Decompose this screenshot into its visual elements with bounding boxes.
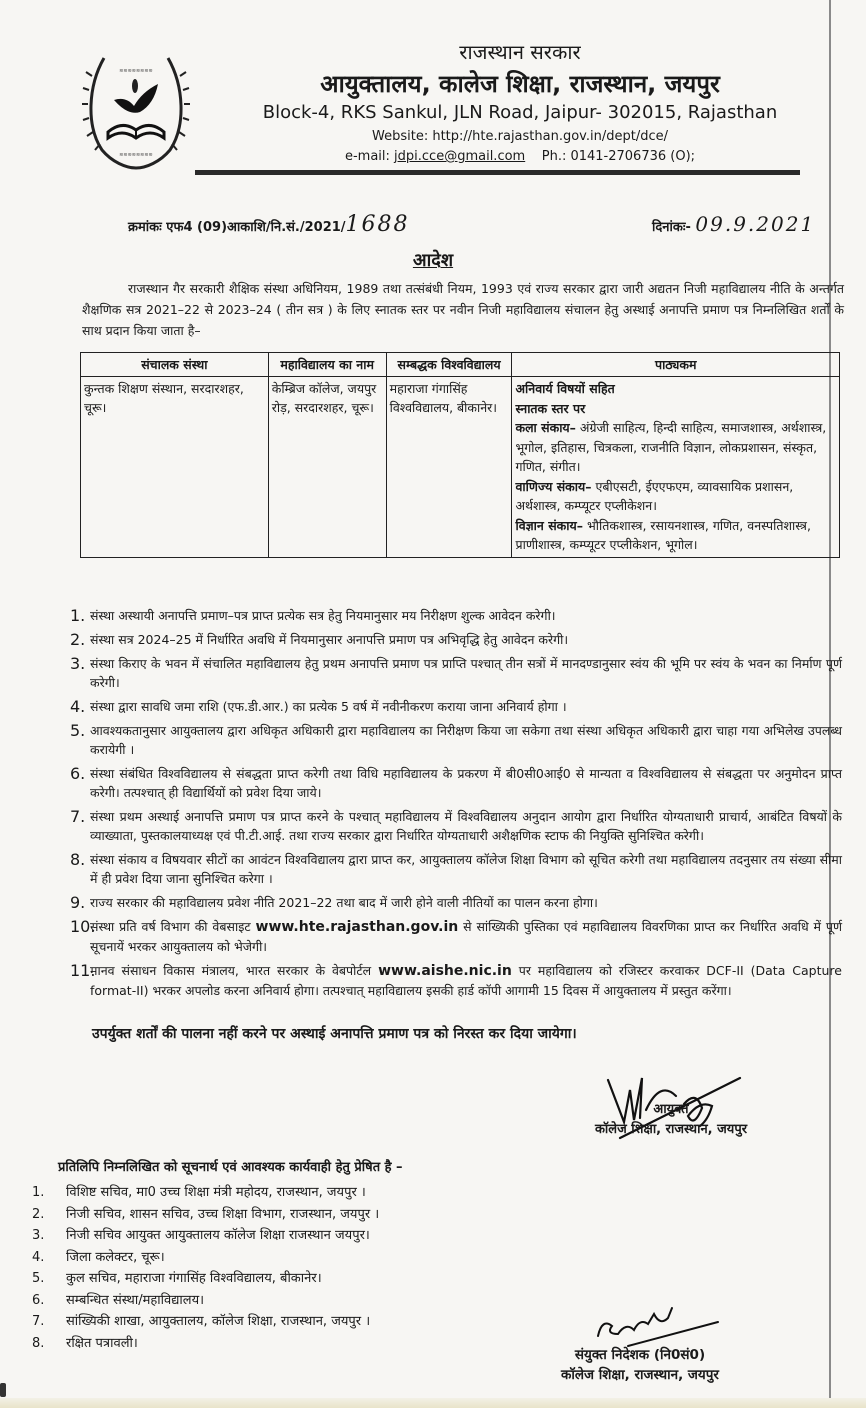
copy-to-list [32, 1182, 379, 1354]
list-item: 8. रक्षित पत्रावली। [32, 1335, 138, 1351]
condition-item: 5. आवश्यकतानुसार आयुक्तालय द्वारा अधिकृत अधिकारी द्वारा महाविद्यालय का निरीक्षण किया जा सकेगा तथा संस्था अधिकृत अधिकारी द्वारा चाहा गया अभिलेख उपलब्ध करायेगी । [70, 721, 842, 757]
list-item: 5. कुल सचिव, महाराजा गंगासिंह विश्वविद्यालय, बीकानेर। [32, 1271, 322, 1286]
condition-item: 6. संस्था संबंधित विश्वविद्यालय से संबद्धता प्राप्त करेगी तथा विधि महाविद्यालय के प्रकरण में बी0सी0आई0 से मान्यता व विश्वविद्यालय से संबद्धता पर अनुमोदन प्राप्त करेगी। तत्पश्चात् ही विद्यार्थियों को प्रवेश दिया जाये। [70, 764, 842, 800]
courses-compulsory: अनिवार्य विषयों सहित [515, 381, 615, 396]
government-name: राजस्थान सरकार [459, 40, 581, 64]
reference-number [128, 212, 410, 237]
date-handwritten: 09.9.2021 [695, 212, 816, 236]
order-title: आदेश [412, 250, 454, 271]
website-label: Website: [372, 129, 429, 144]
condition-item: 11. मानव संसाधन विकास मंत्रालय, भारत सरकार के वेबपोर्टल www.aishe.nic.in पर महाविद्यालय को रजिस्टर करवाकर DCF-II (Data Capture format-II) भरकर अपलोड करना अनिवार्य होगा। तत्पश्चात् महाविद्यालय इसकी हार्ड कॉपी आगामी 15 दिवस में आयुक्तालय में प्रस्तुत करेंगा। [70, 961, 842, 998]
signatory-office: कॉलेज शिक्षा, राजस्थान, जयपुर [594, 1122, 748, 1137]
list-item: 7. सांख्यिकी शाखा, आयुक्तालय, कॉलेज शिक्षा, राजस्थान, जयपुर । [32, 1314, 371, 1329]
condition-item: 8. संस्था संकाय व विषयवार सीटों का आवंटन विश्वविद्यालय द्वारा प्राप्त कर, आयुक्तालय कॉलेज शिक्षा विभाग को सूचित करेगी तथा महाविद्यालय तदनुसार तय संख्या सीमा में ही प्रवेश दिया जाना सुनिश्चित करेगा । [70, 850, 842, 886]
header-university: सम्बद्धक विश्वविद्यालय [386, 353, 512, 377]
condition-item: 4. संस्था द्वारा सावधि जमा राशि (एफ.डी.आर.) का प्रत्येक 5 वर्ष में नवीनीकरण कराया जाना अनिवार्य होगा । [70, 697, 567, 716]
signatory-title: संयुक्त निदेशक (नि0सं0) [574, 1347, 706, 1363]
list-item: 4. जिला कलेक्टर, चूरू। [32, 1249, 165, 1265]
email-label: e-mail: [344, 149, 390, 164]
courses-commerce: वाणिज्य संकाय– एबीएसटी, ईएएफएम, व्यावसायिक प्रशासन, अर्थशास्त्र, कम्प्यूटर एप्लीकेशन। [515, 478, 794, 513]
courses-level: स्नातक स्तर पर [515, 400, 586, 416]
office-address: Block-4, RKS Sankul, JLN Road, Jaipur- 302015, Rajasthan [262, 102, 778, 123]
reference-label: क्रमांकः एफ4 (09)आकाशि/नि.सं./2021/ [128, 220, 346, 235]
aishe-website-link[interactable]: www.aishe.nic.in [378, 963, 512, 979]
svg-text:≋≋≋≋≋≋≋≋: ≋≋≋≋≋≋≋≋ [119, 68, 153, 74]
condition-item: 7. संस्था प्रथम अस्थाई अनापत्ति प्रमाण पत्र प्राप्त करने के पश्चात् महाविद्यालय में विश्वविद्यालय अनुदान आयोग द्वारा निर्धारित योग्यताधारी प्राचार्य, आबंटित विषयों के व्याख्याता, पुस्तकालयाध्यक्ष एवं पी.टी.आई. तथा राज्य सरकार द्वारा निर्धारित योग्यताधारी अशैक्षणिक स्टाफ की नियुक्ति सुनिश्चित करेगी। [70, 807, 842, 843]
header-rule [195, 170, 800, 175]
college-details-table [80, 352, 840, 558]
list-item: 6. सम्बन्धित संस्था/महाविद्यालय। [32, 1292, 205, 1308]
order-date [652, 212, 815, 236]
table-header-row [81, 353, 840, 377]
website-line [230, 129, 810, 144]
cell-college: केम्ब्रिज कॉलेज, जयपुर रोड़, सरदारशहर, चूरू। [268, 377, 386, 558]
courses-arts: कला संकाय– अंग्रेजी साहित्य, हिन्दी साहित्य, समाजशास्त्र, अर्थशास्त्र, भूगोल, इतिहास, चित्रकला, राजनीति विज्ञान, लोकप्रशासन, संस्कृत, गणित, संगीत। [515, 420, 827, 474]
hte-website-link[interactable]: www.hte.rajasthan.gov.in [255, 919, 459, 935]
condition-item: 2. संस्था सत्र 2024–25 में निर्धारित अवधि में नियमानुसार अनापत्ति प्रमाण पत्र अभिवृद्धि हेतु आवेदन करेगी। [70, 630, 569, 649]
signatory-title: आयुक्त [653, 1102, 689, 1117]
conditions-list [42, 606, 842, 1005]
contact-line [230, 149, 810, 164]
date-label: दिनांकः- [652, 220, 691, 235]
list-item: 3. निजी सचिव आयुक्त आयुक्तालय कॉलेज शिक्षा राजस्थान जयपुर। [32, 1228, 370, 1243]
header-society: संचालक संस्था [81, 353, 269, 377]
intro-paragraph: राजस्थान गैर सरकारी शैक्षिक संस्था अधिनियम, 1989 तथा तत्संबंधी नियम, 1993 एवं राज्य सरकार द्वारा जारी अद्यतन निजी महाविद्यालय नीति के अन्तर्गत शैक्षणिक सत्र 2021–22 से 2023–24 ( तीन सत्र ) के लिए स्नातक स्तर पर नवीन निजी महाविद्यालय संचालन हेतु अस्थाई अनापत्ति प्रमाण पत्र निम्नलिखित शर्तों के साथ प्रदान किया जाता है– [82, 281, 844, 338]
header-courses: पाठ्यकम [512, 353, 840, 377]
joint-director-signature-block [510, 1345, 770, 1385]
condition-item: 1. संस्था अस्थायी अनापत्ति प्रमाण–पत्र प्राप्त प्रत्येक सत्र हेतु नियमानुसार मय निरीक्षण शुल्क आवेदन करेगी। [70, 606, 556, 625]
emblem-logo-icon [82, 46, 190, 170]
cancellation-warning: उपर्युक्त शर्तों की पालना नहीं करने पर अस्थाई अनापत्ति प्रमाण पत्र को निरस्त कर दिया जायेगा। [92, 1026, 577, 1042]
list-item: 2. निजी सचिव, शासन सचिव, उच्च शिक्षा विभाग, राजस्थान, जयपुर । [32, 1206, 380, 1222]
cell-university: महाराजा गंगासिंह विश्वविद्यालय, बीकानेर। [386, 377, 512, 558]
list-item: 1. विशिष्ट सचिव, मा0 उच्च शिक्षा मंत्री महोदय, राजस्थान, जयपुर । [32, 1185, 366, 1200]
email-link[interactable]: jdpi.cce@gmail.com [394, 149, 526, 164]
copy-to-heading: प्रतिलिपि निम्नलिखित को सूचनार्थ एवं आवश्यक कार्यवाही हेतु प्रेषित है – [58, 1160, 403, 1175]
commissioner-signature-block [556, 1100, 786, 1140]
phone-number: 0141-2706736 (O); [570, 149, 696, 164]
header-college: महाविद्यालय का नाम [268, 353, 386, 377]
reference-handwritten-number: 1688 [345, 212, 410, 237]
table-row [81, 377, 840, 558]
condition-item: 10. संस्था प्रति वर्ष विभाग की वेबसाइट www.hte.rajasthan.gov.in से सांख्यिकी पुस्तिका एवं महाविद्यालय विवरणिका प्राप्त कर निर्धारित अवधि में पूर्ण सूचनायें भरकर आयुक्तालय को भेजेगी। [70, 917, 843, 954]
condition-item: 3. संस्था किराए के भवन में संचालित महाविद्यालय हेतु प्रथम अनापत्ति प्रमाण पत्र प्राप्ति पश्चात् तीन सत्रों में मानदण्डानुसार स्वंय की भूमि पर स्वंय के भवन का निर्माण पूर्ण करेगी। [70, 654, 842, 690]
website-link[interactable]: http://hte.rajasthan.gov.in/dept/dce/ [432, 129, 668, 144]
department-name: आयुक्तालय, कालेज शिक्षा, राजस्थान, जयपुर [320, 70, 720, 98]
scan-mark [0, 1383, 6, 1397]
cell-courses [512, 377, 840, 558]
courses-science: विज्ञान संकाय– भौतिकशास्त्र, रसायनशास्त्र, गणित, वनस्पतिशास्त्र, प्राणीशास्त्र, कम्प्यूटर एप्लीकेशन, भूगोल। [515, 517, 811, 552]
page-bottom-edge [0, 1398, 866, 1408]
signatory-office: कॉलेज शिक्षा, राजस्थान, जयपुर [561, 1367, 719, 1383]
cell-society: कुन्तक शिक्षण संस्थान, सरदारशहर, चूरू। [81, 377, 269, 558]
condition-item: 9. राज्य सरकार की महाविद्यालय प्रवेश नीति 2021–22 तथा बाद में जारी होने वाली नीतियों का पालन करना होगा। [70, 893, 598, 912]
svg-text:≋≋≋≋≋≋≋≋: ≋≋≋≋≋≋≋≋ [119, 152, 153, 158]
joint-director-signature-icon [588, 1300, 728, 1350]
letterhead [230, 36, 810, 164]
phone-label: Ph.: [541, 149, 567, 164]
